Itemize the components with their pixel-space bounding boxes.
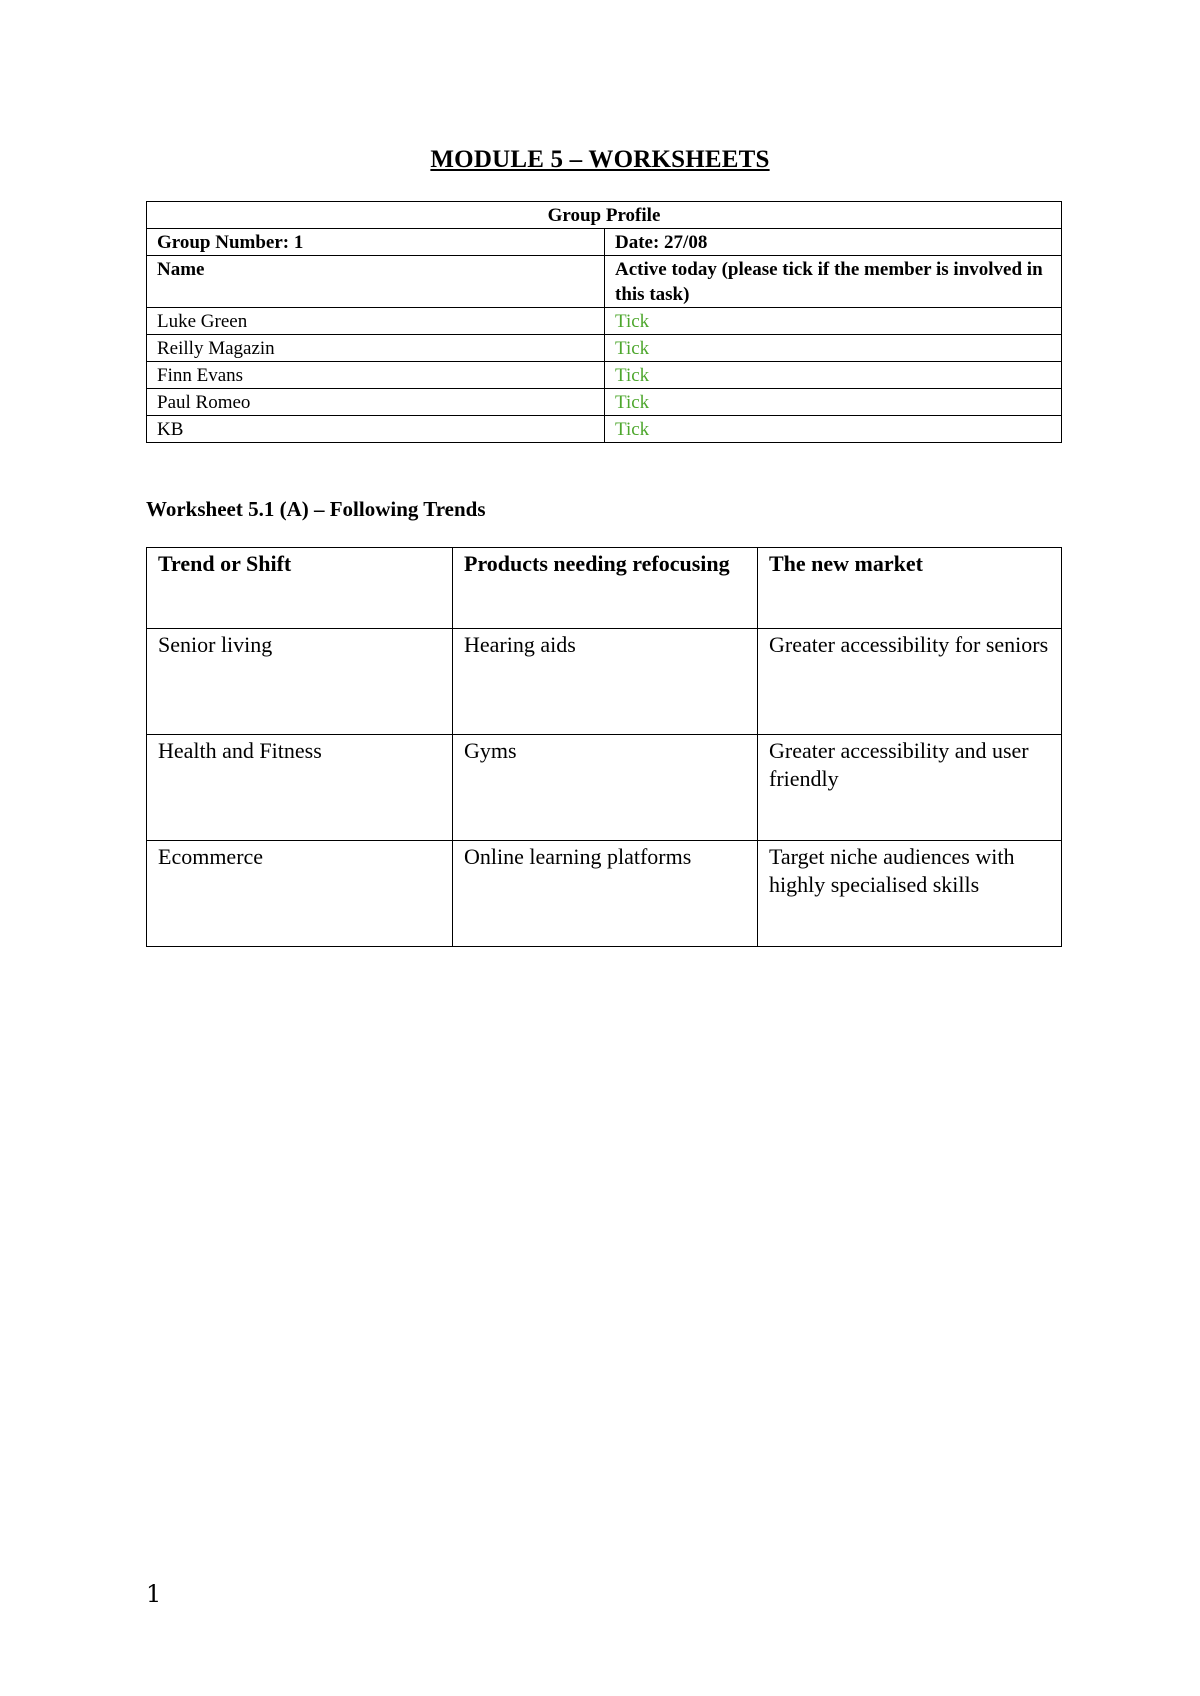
member-name: Luke Green bbox=[147, 308, 605, 335]
trend-cell: Senior living bbox=[147, 629, 453, 735]
member-row bbox=[147, 335, 1062, 362]
page-number: 1 bbox=[146, 1580, 162, 1608]
market-cell: Greater accessibility and user friendly bbox=[758, 735, 1062, 841]
trend-cell: Health and Fitness bbox=[147, 735, 453, 841]
group-number: Group Number: 1 bbox=[147, 229, 605, 256]
member-name: Finn Evans bbox=[147, 362, 605, 389]
table-row bbox=[147, 841, 1062, 947]
market-cell: Greater accessibility for seniors bbox=[758, 629, 1062, 735]
member-active-tick: Tick bbox=[605, 362, 1062, 389]
products-cell: Hearing aids bbox=[453, 629, 758, 735]
trends-header-row bbox=[147, 548, 1062, 629]
active-column-header: Active today (please tick if the member is involved in this task) bbox=[605, 256, 1062, 308]
member-name: Paul Romeo bbox=[147, 389, 605, 416]
products-cell: Online learning platforms bbox=[453, 841, 758, 947]
table-row bbox=[147, 629, 1062, 735]
member-active-tick: Tick bbox=[605, 389, 1062, 416]
member-name: Reilly Magazin bbox=[147, 335, 605, 362]
member-row bbox=[147, 389, 1062, 416]
worksheet-heading: Worksheet 5.1 (A) – Following Trends bbox=[146, 497, 486, 521]
member-active-tick: Tick bbox=[605, 335, 1062, 362]
products-cell: Gyms bbox=[453, 735, 758, 841]
market-cell: Target niche audiences with highly specialised skills bbox=[758, 841, 1062, 947]
column-header-products: Products needing refocusing bbox=[453, 548, 758, 629]
trends-table bbox=[146, 547, 1062, 947]
name-column-header: Name bbox=[147, 256, 605, 308]
group-info-row bbox=[147, 229, 1062, 256]
group-profile-header-row bbox=[147, 202, 1062, 229]
column-header-trend: Trend or Shift bbox=[147, 548, 453, 629]
member-header-row bbox=[147, 256, 1062, 308]
trend-cell: Ecommerce bbox=[147, 841, 453, 947]
member-active-tick: Tick bbox=[605, 308, 1062, 335]
member-active-tick: Tick bbox=[605, 416, 1062, 443]
column-header-market: The new market bbox=[758, 548, 1062, 629]
member-name: KB bbox=[147, 416, 605, 443]
table-row bbox=[147, 735, 1062, 841]
member-row bbox=[147, 362, 1062, 389]
member-row bbox=[147, 308, 1062, 335]
member-row bbox=[147, 416, 1062, 443]
group-date: Date: 27/08 bbox=[605, 229, 1062, 256]
group-profile-header: Group Profile bbox=[147, 202, 1062, 229]
page-title: MODULE 5 – WORKSHEETS bbox=[430, 146, 770, 173]
group-profile-table bbox=[146, 201, 1062, 443]
